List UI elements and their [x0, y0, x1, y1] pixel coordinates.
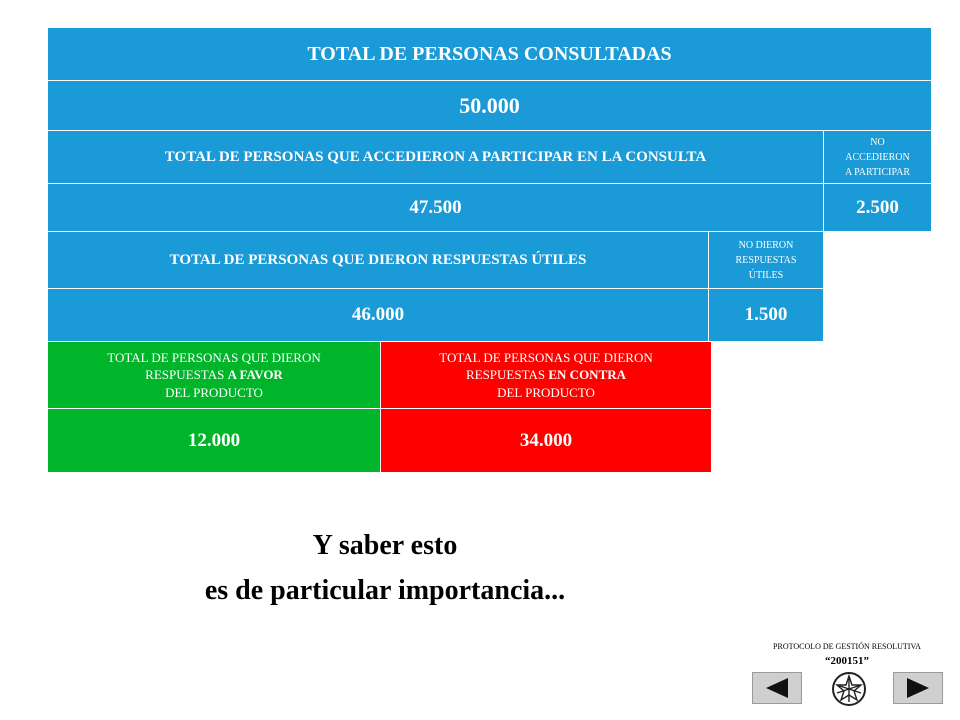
not-participated-value: 2.500: [856, 196, 899, 218]
favor-header: [48, 342, 381, 409]
contra-value: 34.000: [519, 429, 573, 451]
caption-line2: es de particular importancia...: [204, 575, 566, 606]
not-useful-value: 1.500: [744, 304, 788, 325]
previous-button[interactable]: [752, 672, 802, 704]
favor-label-line2: [145, 366, 283, 384]
useful-answers-value-cell: [48, 289, 709, 342]
home-button[interactable]: [830, 670, 868, 708]
total-consulted-value: 50.000: [459, 92, 520, 118]
contra-header: [381, 342, 712, 409]
star-emblem-icon: [831, 671, 867, 707]
participated-header: [48, 131, 824, 184]
not-useful-label-line1: NO DIERON: [738, 239, 794, 251]
contra-label-line1: TOTAL DE PERSONAS QUE DIERON: [439, 349, 653, 365]
right-triangle-icon: [905, 677, 931, 699]
protocol-label: PROTOCOLO DE GESTIÓN RESOLUTIVA: [773, 642, 921, 651]
caption-line1: Y saber esto: [312, 530, 458, 561]
favor-label-emphasis: A FAVOR: [227, 367, 283, 383]
not-useful-value-cell: [709, 289, 824, 342]
not-useful-header: [709, 232, 824, 289]
not-participated-label-line1: NO: [870, 136, 885, 148]
not-participated-header: [824, 131, 932, 184]
not-useful-label-line3: ÚTILES: [748, 269, 784, 281]
participated-value-cell: [48, 184, 824, 232]
favor-label-line1: TOTAL DE PERSONAS QUE DIERON: [107, 349, 321, 365]
protocol-code: “200151”: [825, 655, 869, 667]
total-consulted-header: [48, 28, 932, 81]
not-participated-label-line3: A PARTICIPAR: [844, 166, 911, 178]
useful-answers-value: 46.000: [351, 304, 405, 325]
useful-answers-label: TOTAL DE PERSONAS QUE DIERON RESPUESTAS ÚTILES: [169, 251, 587, 268]
useful-answers-header: [48, 232, 709, 289]
participated-label: TOTAL DE PERSONAS QUE ACCEDIERON A PARTICIPAR EN LA CONSULTA: [164, 148, 707, 165]
favor-label-prefix: RESPUESTAS: [145, 367, 228, 383]
favor-label-line3: DEL PRODUCTO: [165, 384, 263, 400]
total-consulted-label: TOTAL DE PERSONAS CONSULTADAS: [307, 42, 672, 65]
next-button[interactable]: [893, 672, 943, 704]
favor-value: 12.000: [187, 429, 241, 451]
contra-value-cell: [381, 409, 712, 473]
contra-label-emphasis: EN CONTRA: [548, 367, 627, 383]
not-useful-label-line2: RESPUESTAS: [735, 254, 797, 266]
not-participated-value-cell: [824, 184, 932, 232]
participated-value: 47.500: [409, 196, 462, 218]
not-participated-label-line2: ACCEDIERON: [845, 151, 910, 163]
left-triangle-icon: [764, 677, 790, 699]
contra-label-line3: DEL PRODUCTO: [497, 384, 595, 400]
contra-label-line2: [466, 366, 626, 384]
contra-label-prefix: RESPUESTAS: [465, 367, 549, 383]
total-consulted-value-cell: [48, 81, 932, 131]
favor-value-cell: [48, 409, 381, 473]
